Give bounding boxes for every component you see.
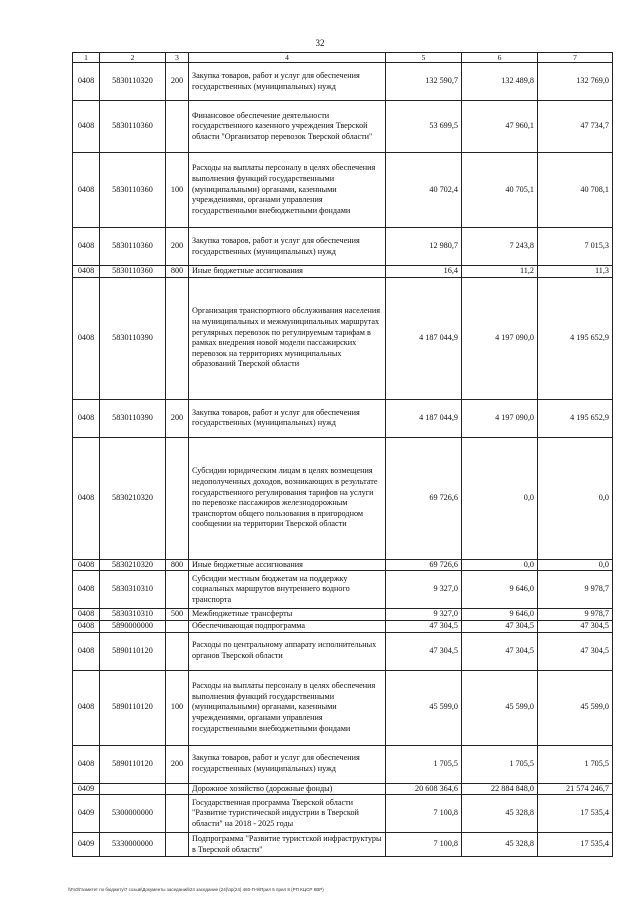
header-cell: 1 bbox=[73, 53, 100, 63]
section-code: 0408 bbox=[73, 277, 100, 399]
description: Закупка товаров, работ и услуг для обеспечения государственных (муниципальных) нужд bbox=[189, 745, 386, 783]
table-row bbox=[73, 228, 613, 266]
amount-year-3: 4 195 652,9 bbox=[538, 399, 613, 437]
amount-year-2: 47 304,5 bbox=[462, 620, 538, 632]
table-row bbox=[73, 63, 613, 101]
amount-year-3: 9 978,7 bbox=[538, 609, 613, 621]
target-code: 5830110360 bbox=[100, 153, 166, 228]
amount-year-1: 47 304,5 bbox=[386, 620, 462, 632]
description: Финансовое обеспечение деятельности государственного казенного учреждения Тверской области "Организатор перевозок Тверской области" bbox=[189, 101, 386, 153]
amount-year-2: 0,0 bbox=[462, 559, 538, 571]
description: Иные бюджетные ассигнования bbox=[189, 559, 386, 571]
amount-year-1: 16,4 bbox=[386, 266, 462, 278]
amount-year-1: 7 100,8 bbox=[386, 833, 462, 857]
description: Расходы на выплаты персоналу в целях обеспечения выполнения функций государственными (муниципальными) органами, казенными учреждениями, органами управления государственными внебюджетными фондами bbox=[189, 670, 386, 745]
amount-year-1: 12 980,7 bbox=[386, 228, 462, 266]
amount-year-3: 0,0 bbox=[538, 559, 613, 571]
amount-year-2: 7 243,8 bbox=[462, 228, 538, 266]
amount-year-1: 9 327,0 bbox=[386, 571, 462, 609]
amount-year-2: 22 884 848,0 bbox=[462, 783, 538, 795]
target-code: 5830310310 bbox=[100, 571, 166, 609]
section-code: 0408 bbox=[73, 632, 100, 670]
amount-year-1: 69 726,6 bbox=[386, 559, 462, 571]
section-code: 0408 bbox=[73, 437, 100, 559]
amount-year-3: 7 015,3 bbox=[538, 228, 613, 266]
amount-year-2: 47 304,5 bbox=[462, 632, 538, 670]
amount-year-3: 40 708,1 bbox=[538, 153, 613, 228]
target-code: 5300000000 bbox=[100, 795, 166, 833]
target-code: 5890110120 bbox=[100, 745, 166, 783]
table-row bbox=[73, 795, 613, 833]
expense-type-code: 100 bbox=[166, 153, 189, 228]
page-number: 32 bbox=[315, 38, 325, 48]
amount-year-3: 9 978,7 bbox=[538, 571, 613, 609]
target-code: 5830110390 bbox=[100, 277, 166, 399]
target-code: 5830110360 bbox=[100, 101, 166, 153]
table-row bbox=[73, 153, 613, 228]
amount-year-3: 17 535,4 bbox=[538, 795, 613, 833]
amount-year-1: 45 599,0 bbox=[386, 670, 462, 745]
target-code: 5830210320 bbox=[100, 437, 166, 559]
table-row bbox=[73, 783, 613, 795]
table-row bbox=[73, 609, 613, 621]
amount-year-3: 47 304,5 bbox=[538, 620, 613, 632]
table-row bbox=[73, 399, 613, 437]
target-code: 5830210320 bbox=[100, 559, 166, 571]
description: Дорожное хозяйство (дорожные фонды) bbox=[189, 783, 386, 795]
section-code: 0408 bbox=[73, 153, 100, 228]
amount-year-1: 9 327,0 bbox=[386, 609, 462, 621]
description: Закупка товаров, работ и услуг для обеспечения государственных (муниципальных) нужд bbox=[189, 399, 386, 437]
amount-year-3: 11,3 bbox=[538, 266, 613, 278]
amount-year-2: 11,2 bbox=[462, 266, 538, 278]
amount-year-3: 17 535,4 bbox=[538, 833, 613, 857]
target-code: 5830110390 bbox=[100, 399, 166, 437]
section-code: 0408 bbox=[73, 559, 100, 571]
amount-year-1: 47 304,5 bbox=[386, 632, 462, 670]
amount-year-1: 132 590,7 bbox=[386, 63, 462, 101]
amount-year-3: 132 769,0 bbox=[538, 63, 613, 101]
amount-year-1: 7 100,8 bbox=[386, 795, 462, 833]
expense-type-code bbox=[166, 632, 189, 670]
amount-year-3: 0,0 bbox=[538, 437, 613, 559]
amount-year-3: 45 599,0 bbox=[538, 670, 613, 745]
section-code: 0408 bbox=[73, 228, 100, 266]
amount-year-3: 47 304,5 bbox=[538, 632, 613, 670]
table-row bbox=[73, 571, 613, 609]
section-code: 0409 bbox=[73, 783, 100, 795]
expense-type-code bbox=[166, 277, 189, 399]
expense-type-code bbox=[166, 795, 189, 833]
target-code: 5890110120 bbox=[100, 670, 166, 745]
amount-year-1: 4 187 044,9 bbox=[386, 277, 462, 399]
amount-year-2: 9 646,0 bbox=[462, 571, 538, 609]
table-row bbox=[73, 277, 613, 399]
header-cell: 5 bbox=[386, 53, 462, 63]
amount-year-1: 69 726,6 bbox=[386, 437, 462, 559]
amount-year-2: 45 328,8 bbox=[462, 795, 538, 833]
section-code: 0408 bbox=[73, 266, 100, 278]
amount-year-2: 4 197 090,0 bbox=[462, 277, 538, 399]
header-cell: 2 bbox=[100, 53, 166, 63]
description: Закупка товаров, работ и услуг для обеспечения государственных (муниципальных) нужд bbox=[189, 63, 386, 101]
table-row bbox=[73, 437, 613, 559]
expense-type-code bbox=[166, 571, 189, 609]
file-path-footer: \\Fs0\Газмитет по бюджету\7 созыв\Документы заседаний\24 заседание (24)\пр(24) 460-П-9\Прил 5 прил 8 (РП КЦСР КВР) bbox=[68, 887, 324, 892]
expense-type-code bbox=[166, 620, 189, 632]
description: Обеспечивающая подпрограмма bbox=[189, 620, 386, 632]
description: Субсидии юридическим лицам в целях возмещения недополученных доходов, возникающих в результате государственного регулирования тарифов на услуги по перевозке пассажиров железнодорожным транспортом общего пользования в пригородном сообщении на территории Тверской области bbox=[189, 437, 386, 559]
description: Подпрограмма "Развитие туристской инфраструктуры в Тверской области" bbox=[189, 833, 386, 857]
description: Субсидии местным бюджетам на поддержку социальных маршрутов внутреннего водного транспорта bbox=[189, 571, 386, 609]
table-row bbox=[73, 559, 613, 571]
description: Расходы по центральному аппарату исполнительных органов Тверской области bbox=[189, 632, 386, 670]
table-row bbox=[73, 833, 613, 857]
budget-table bbox=[72, 52, 613, 857]
expense-type-code: 200 bbox=[166, 399, 189, 437]
expense-type-code: 800 bbox=[166, 559, 189, 571]
amount-year-1: 20 608 364,6 bbox=[386, 783, 462, 795]
amount-year-2: 0,0 bbox=[462, 437, 538, 559]
target-code bbox=[100, 783, 166, 795]
table-row bbox=[73, 745, 613, 783]
table-row bbox=[73, 266, 613, 278]
description: Закупка товаров, работ и услуг для обеспечения государственных (муниципальных) нужд bbox=[189, 228, 386, 266]
expense-type-code: 200 bbox=[166, 745, 189, 783]
section-code: 0408 bbox=[73, 101, 100, 153]
amount-year-3: 4 195 652,9 bbox=[538, 277, 613, 399]
description: Организация транспортного обслуживания населения на муниципальных и межмуниципальных маршрутах регулярных перевозок по регулируемым тарифам в рамках внедрения новой модели пассажирских перевозок на территориях муниципальных образований Тверской области bbox=[189, 277, 386, 399]
table-row bbox=[73, 670, 613, 745]
expense-type-code bbox=[166, 101, 189, 153]
amount-year-2: 4 197 090,0 bbox=[462, 399, 538, 437]
header-row bbox=[73, 53, 613, 63]
target-code: 5830110320 bbox=[100, 63, 166, 101]
target-code: 5330000000 bbox=[100, 833, 166, 857]
section-code: 0409 bbox=[73, 833, 100, 857]
amount-year-2: 132 489,8 bbox=[462, 63, 538, 101]
header-cell: 4 bbox=[189, 53, 386, 63]
table-row bbox=[73, 101, 613, 153]
expense-type-code bbox=[166, 783, 189, 795]
header-cell: 7 bbox=[538, 53, 613, 63]
expense-type-code: 100 bbox=[166, 670, 189, 745]
amount-year-2: 9 646,0 bbox=[462, 609, 538, 621]
amount-year-2: 47 960,1 bbox=[462, 101, 538, 153]
amount-year-2: 45 599,0 bbox=[462, 670, 538, 745]
table-row bbox=[73, 620, 613, 632]
expense-type-code: 500 bbox=[166, 609, 189, 621]
amount-year-1: 53 699,5 bbox=[386, 101, 462, 153]
expense-type-code: 800 bbox=[166, 266, 189, 278]
target-code: 5830310310 bbox=[100, 609, 166, 621]
description: Межбюджетные трансферты bbox=[189, 609, 386, 621]
section-code: 0408 bbox=[73, 63, 100, 101]
amount-year-3: 47 734,7 bbox=[538, 101, 613, 153]
expense-type-code bbox=[166, 833, 189, 857]
section-code: 0409 bbox=[73, 795, 100, 833]
amount-year-1: 40 702,4 bbox=[386, 153, 462, 228]
section-code: 0408 bbox=[73, 620, 100, 632]
target-code: 5830110360 bbox=[100, 266, 166, 278]
section-code: 0408 bbox=[73, 670, 100, 745]
table-row bbox=[73, 632, 613, 670]
amount-year-1: 1 705,5 bbox=[386, 745, 462, 783]
section-code: 0408 bbox=[73, 399, 100, 437]
expense-type-code: 200 bbox=[166, 63, 189, 101]
target-code: 5890000000 bbox=[100, 620, 166, 632]
target-code: 5830110360 bbox=[100, 228, 166, 266]
section-code: 0408 bbox=[73, 609, 100, 621]
expense-type-code: 200 bbox=[166, 228, 189, 266]
amount-year-2: 40 705,1 bbox=[462, 153, 538, 228]
description: Государственная программа Тверской области "Развитие туристической индустрии в Тверской области" на 2018 - 2025 годы bbox=[189, 795, 386, 833]
amount-year-2: 45 328,8 bbox=[462, 833, 538, 857]
description: Расходы на выплаты персоналу в целях обеспечения выполнения функций государственными (муниципальными) органами, казенными учреждениями, органами управления государственными внебюджетными фондами bbox=[189, 153, 386, 228]
header-cell: 3 bbox=[166, 53, 189, 63]
amount-year-1: 4 187 044,9 bbox=[386, 399, 462, 437]
section-code: 0408 bbox=[73, 571, 100, 609]
expense-type-code bbox=[166, 437, 189, 559]
amount-year-2: 1 705,5 bbox=[462, 745, 538, 783]
amount-year-3: 21 574 246,7 bbox=[538, 783, 613, 795]
target-code: 5890110120 bbox=[100, 632, 166, 670]
amount-year-3: 1 705,5 bbox=[538, 745, 613, 783]
header-cell: 6 bbox=[462, 53, 538, 63]
section-code: 0408 bbox=[73, 745, 100, 783]
description: Иные бюджетные ассигнования bbox=[189, 266, 386, 278]
